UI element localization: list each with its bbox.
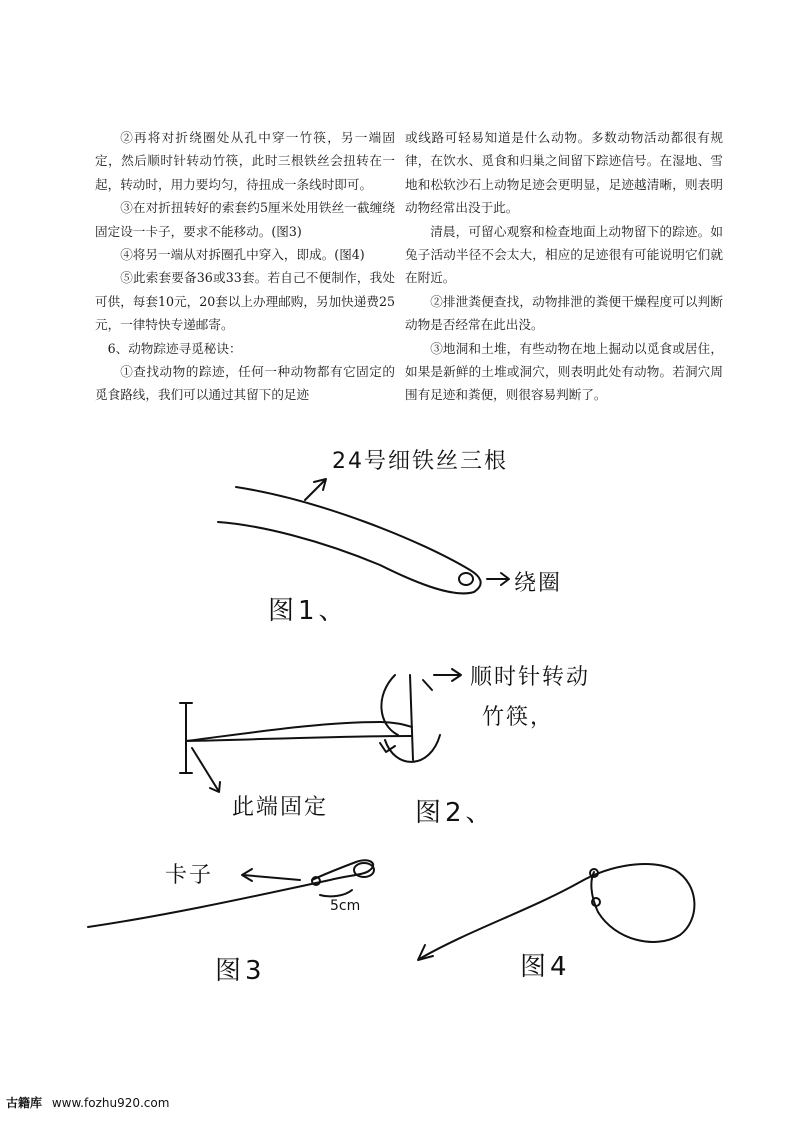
figure-2-drawing xyxy=(180,669,461,792)
fig3-label: 图3 xyxy=(215,956,266,986)
paragraph: ⑤此索套要备36或33套。若自己不便制作，我处可供，每套10元，20套以上办理邮购，另加快递费25元，一律特快专递邮寄。 xyxy=(95,270,395,333)
paragraph: ④将另一端从对拆圈孔中穿入，即成。(图4) xyxy=(120,247,365,263)
site-url[interactable]: www.fozhu920.com xyxy=(51,1096,170,1110)
fig1-loop-note: 绕圈 xyxy=(514,571,563,596)
fig3-size-note: 5cm xyxy=(330,898,361,914)
paragraph: ①查找动物的踪迹，任何一种动物都有它固定的觅食路线，我们可以通过其留下的足迹 xyxy=(95,364,395,403)
paragraph: ②再将对折绕圈处从孔中穿一竹筷，另一端固定，然后顺时针转动竹筷，此时三根铁丝会扭转在一起，转动时，用力要均匀，待扭成一条线时即可。 xyxy=(95,130,395,192)
paragraph: ②排泄粪便查找，动物排泄的粪便干燥程度可以判断动物是否经常在此出没。 xyxy=(405,293,723,333)
fig2-label: 图2、 xyxy=(415,798,496,828)
paragraph: ③地洞和土堆，有些动物在地上掘动以觅食或居住，如果是新鲜的土堆或洞穴，则表明此处有动物。若洞穴周围有足迹和粪便，则很容易判断了。 xyxy=(405,340,723,403)
fig4-label: 图4 xyxy=(520,952,571,982)
site-name: 古籍库 xyxy=(6,1096,43,1110)
fig1-wire-note: 24号细铁丝三根 xyxy=(332,449,508,474)
figure-1-drawing xyxy=(218,479,509,593)
paragraph: 清晨，可留心观察和检查地面上动物留下的踪迹。如兔子活动半径不会太大，相应的足迹很有可能说明它们就在附近。 xyxy=(405,223,723,286)
figure-3-drawing xyxy=(88,860,374,927)
paragraph: ③在对折扭转好的索套约5厘米处用铁丝一截缠绕固定设一卡子，要求不能移动。(图3) xyxy=(95,200,395,239)
fig2-rotate-note: 顺时针转动 xyxy=(470,665,591,690)
footer-watermark xyxy=(6,1094,169,1111)
fig2-chopstick-note: 竹筷， xyxy=(482,705,555,730)
fig2-fixed-end-note: 此端固定 xyxy=(232,795,329,820)
paragraph: 或线路可轻易知道是什么动物。多数动物活动都很有规律，在饮水、觅食和归巢之间留下踪迹信号。在湿地、雪地和松软沙石上动物足迹会更明显，足迹越清晰，则表明动物经常出没于此。 xyxy=(405,130,723,216)
section-heading: 6、动物踪迹寻觅秘诀： xyxy=(107,340,242,356)
fig1-label: 图1、 xyxy=(268,596,349,626)
fig3-stopper-note: 卡子 xyxy=(165,863,214,888)
